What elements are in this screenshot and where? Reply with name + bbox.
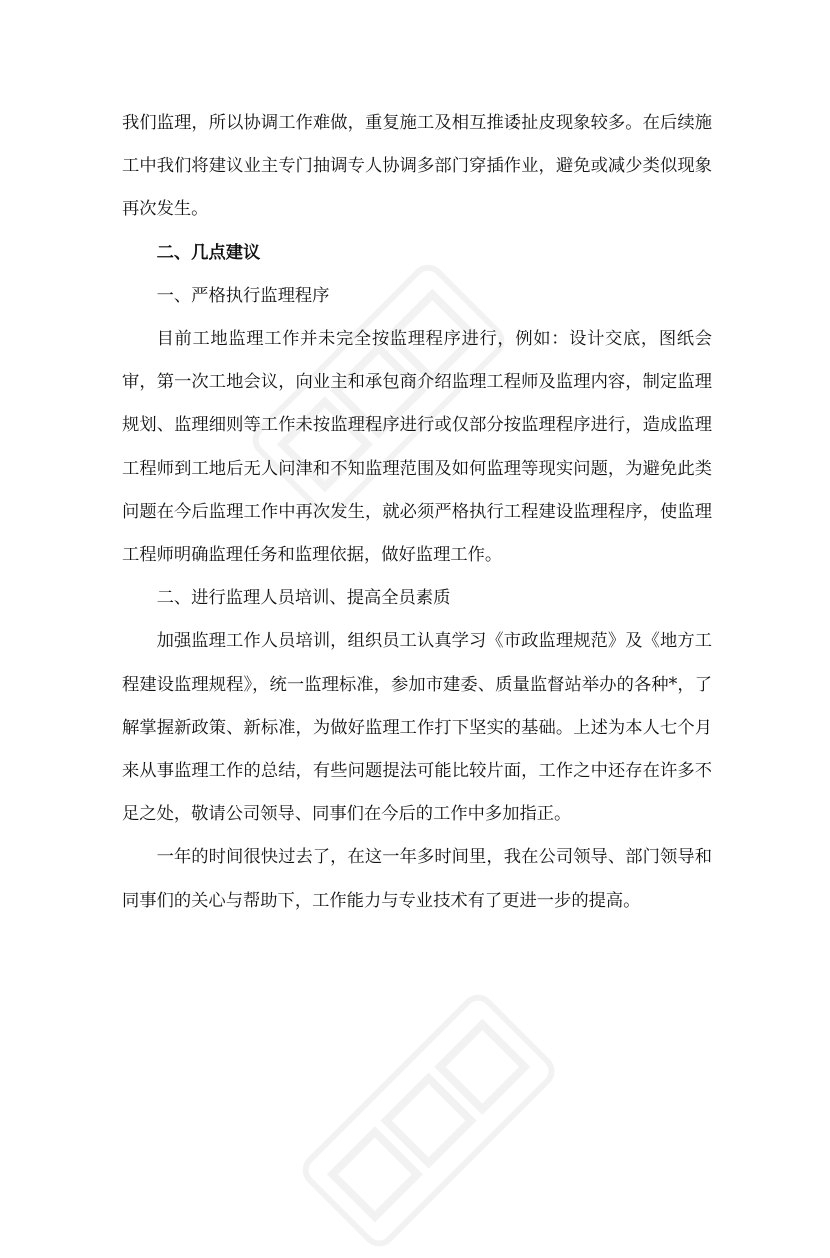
watermark-logo-icon <box>294 986 563 1255</box>
paragraph-continuation: 我们监理，所以协调工作难做，重复施工及相互推诿扯皮现象较多。在后续施工中我们将建议业主专门抽调专人协调多部门穿插作业，避免或减少类似现象再次发生。 <box>122 113 712 220</box>
paragraph-procedure: 目前工地监理工作并未完全按监理程序进行，例如：设计交底，图纸会审，第一次工地会议，向业主和承包商介绍监理工程师及监理内容，制定监理规划、监理细则等工作未按监理程序进行或仅部分按监理程序进行，造成监理工程师到工地后无人问津和不知监理范围及如何监理等现实问题，为避免此类问题在今后监理工作中再次发生，就必须严格执行工程建设监理程序，使监理工程师明确监理任务和监理依据，做好监理工作。 <box>122 329 712 566</box>
watermark-lower <box>294 986 566 1258</box>
subheading-2: 二、进行监理人员培训、提高全员素质 <box>156 588 451 609</box>
paragraph-closing: 一年的时间很快过去了，在这一年多时间里，我在公司领导、部门领导和同事们的关心与帮助下，工作能力与专业技术有了更进一步的提高。 <box>122 847 712 911</box>
subheading-1: 一、严格执行监理程序 <box>156 285 330 306</box>
paragraph-training: 加强监理工作人员培训，组织员工认真学习《市政监理规范》及《地方工程建设监理规程》，统一监理标准，参加市建委、质量监督站举办的各种*，了解掌握新政策、新标准，为做好监理工作打下坚实的基础。上述为本人七个月来从事监理工作的总结，有些问题提法可能比较片面，工作之中还存在许多不足之处，敬请公司领导、同事们在今后的工作中多加指正。 <box>122 631 712 825</box>
document-body <box>122 102 712 923</box>
section-heading: 二、几点建议 <box>156 242 261 263</box>
